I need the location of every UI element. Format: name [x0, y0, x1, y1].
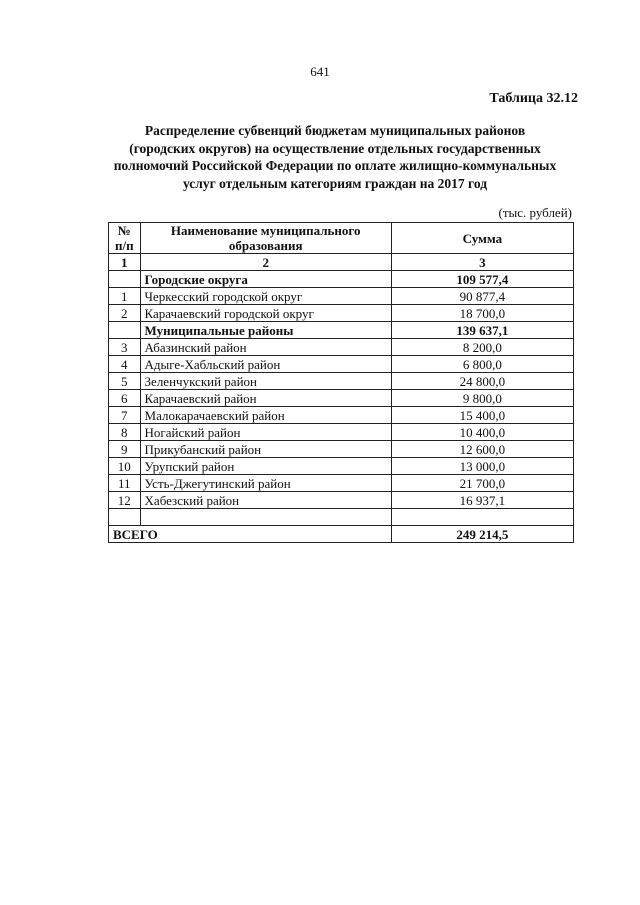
title-line: полномочий Российской Федерации по оплате жилищно-коммунальных	[113, 158, 557, 173]
header-number-line1: №	[117, 223, 131, 238]
table-row	[109, 288, 574, 305]
page-number: 641	[310, 64, 330, 79]
header-name-line2: образования	[228, 238, 303, 253]
group-sum: 109 577,4	[391, 271, 573, 288]
column-number: 1	[109, 254, 141, 271]
total-label: ВСЕГО	[109, 526, 392, 543]
table-row	[109, 390, 574, 407]
column-number: 3	[391, 254, 573, 271]
row-number: 12	[109, 492, 141, 509]
group-label: Муниципальные районы	[140, 322, 391, 339]
row-sum: 10 400,0	[391, 424, 573, 441]
header-name-line1: Наименование муниципального	[170, 223, 361, 238]
row-name: Урупский район	[140, 458, 391, 475]
document-title	[100, 122, 570, 192]
total-row	[109, 526, 574, 543]
subvention-table	[108, 222, 574, 543]
row-sum: 9 800,0	[391, 390, 573, 407]
row-name: Малокарачаевский район	[140, 407, 391, 424]
group-row-urban	[109, 271, 574, 288]
row-name: Карачаевский район	[140, 390, 391, 407]
table-cell	[140, 509, 391, 526]
group-row-districts	[109, 322, 574, 339]
row-name: Ногайский район	[140, 424, 391, 441]
table-row	[109, 305, 574, 322]
row-number: 10	[109, 458, 141, 475]
title-line: (городских округов) на осуществление отдельных государственных	[129, 140, 541, 156]
row-sum: 8 200,0	[391, 339, 573, 356]
title-line: услуг отдельным категориям граждан на 2017 год	[182, 175, 488, 191]
table-label: Таблица 32.12	[489, 91, 578, 106]
table-row	[109, 458, 574, 475]
row-sum: 15 400,0	[391, 407, 573, 424]
units-note: (тыс. рублей)	[498, 205, 572, 220]
header-name	[140, 223, 391, 254]
table-row	[109, 407, 574, 424]
row-name: Зеленчукский район	[140, 373, 391, 390]
table-cell	[391, 509, 573, 526]
row-sum: 13 000,0	[391, 458, 573, 475]
row-name: Хабезский район	[140, 492, 391, 509]
row-sum: 90 877,4	[391, 288, 573, 305]
row-number: 11	[109, 475, 141, 492]
row-sum: 6 800,0	[391, 356, 573, 373]
header-number-line2: п/п	[114, 238, 134, 253]
header-sum: Сумма	[391, 223, 573, 254]
row-sum: 18 700,0	[391, 305, 573, 322]
row-sum: 12 600,0	[391, 441, 573, 458]
title-line: Распределение субвенций бюджетам муниципальных районов	[144, 123, 526, 138]
column-numbers-row	[109, 254, 574, 271]
table-cell	[109, 271, 141, 288]
header-number	[109, 223, 141, 254]
table-row	[109, 356, 574, 373]
table-row	[109, 492, 574, 509]
table-header-row	[109, 223, 574, 254]
table-cell	[109, 322, 141, 339]
group-label: Городские округа	[140, 271, 391, 288]
row-number: 3	[109, 339, 141, 356]
row-name: Усть-Джегутинский район	[140, 475, 391, 492]
row-name: Прикубанский район	[140, 441, 391, 458]
row-number: 6	[109, 390, 141, 407]
row-sum: 16 937,1	[391, 492, 573, 509]
table-row	[109, 475, 574, 492]
column-number: 2	[140, 254, 391, 271]
row-name: Карачаевский городской округ	[140, 305, 391, 322]
row-name: Адыге-Хабльский район	[140, 356, 391, 373]
table-row	[109, 339, 574, 356]
row-number: 7	[109, 407, 141, 424]
row-number: 8	[109, 424, 141, 441]
group-sum: 139 637,1	[391, 322, 573, 339]
table-row	[109, 424, 574, 441]
total-sum: 249 214,5	[391, 526, 573, 543]
row-number: 4	[109, 356, 141, 373]
table-row	[109, 441, 574, 458]
table-row	[109, 373, 574, 390]
row-name: Абазинский район	[140, 339, 391, 356]
row-sum: 21 700,0	[391, 475, 573, 492]
row-number: 2	[109, 305, 141, 322]
row-number: 5	[109, 373, 141, 390]
row-number: 9	[109, 441, 141, 458]
row-sum: 24 800,0	[391, 373, 573, 390]
row-number: 1	[109, 288, 141, 305]
row-name: Черкесский городской округ	[140, 288, 391, 305]
table-cell	[109, 509, 141, 526]
empty-row	[109, 509, 574, 526]
